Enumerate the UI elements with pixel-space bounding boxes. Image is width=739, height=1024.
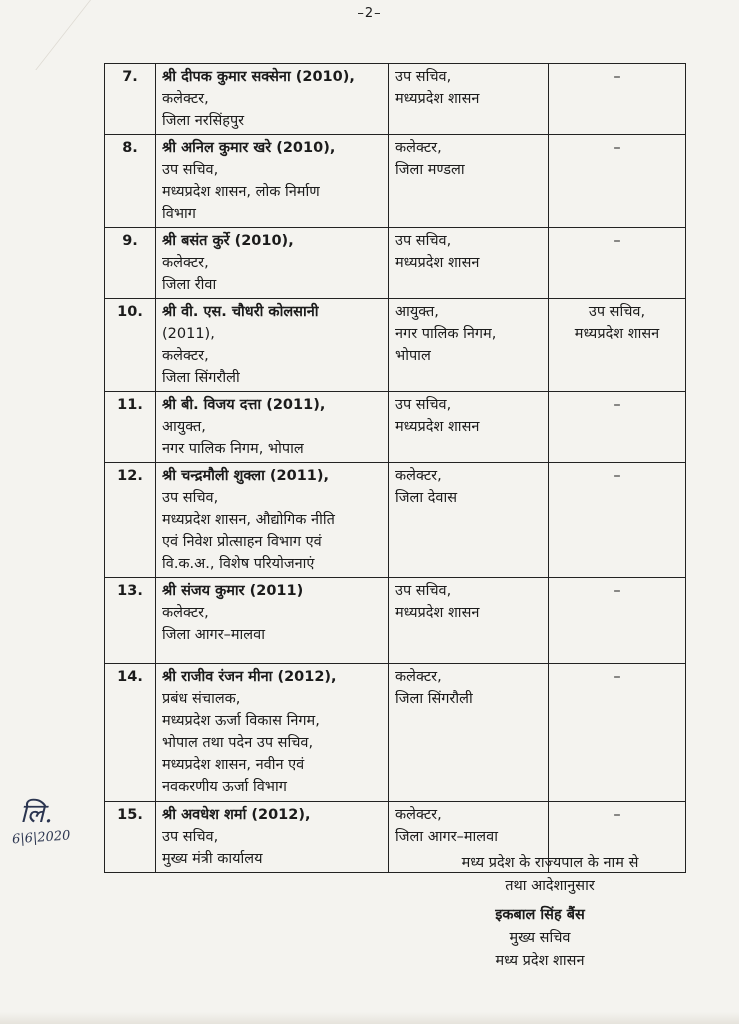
additional-charge [549, 228, 686, 299]
officer-current-post [156, 392, 389, 463]
posting-line: जिला आगर–मालवा [395, 829, 498, 845]
posting-line: जिला देवास [395, 490, 458, 506]
posting-line: कलेक्टर, [395, 669, 442, 685]
closing-line-2: तथा आदेशानुसार [505, 878, 595, 894]
officer-detail-line: मुख्य मंत्री कार्यालय [162, 851, 263, 867]
officer-current-post [156, 578, 389, 664]
officer-detail-line: कलेक्टर, [162, 605, 209, 621]
additional-charge [549, 64, 686, 135]
officer-current-post [156, 135, 389, 228]
officer-detail-line: उप सचिव, [162, 490, 219, 506]
officer-name: श्री वी. एस. चौधरी कोलसानी [162, 304, 319, 320]
officer-detail-line: वि.क.अ., विशेष परियोजनाएं [162, 556, 315, 572]
posting-line: उप सचिव, [395, 583, 452, 599]
signatory-block [430, 904, 650, 973]
table-row [105, 64, 686, 135]
table-row [105, 299, 686, 392]
serial-number: 11. [105, 392, 156, 463]
officer-current-post [156, 64, 389, 135]
posting-line: मध्यप्रदेश शासन [395, 91, 480, 107]
posting-line: मध्यप्रदेश शासन [395, 255, 480, 271]
officer-detail-line: (2011), [162, 326, 215, 342]
officer-detail-line: मध्यप्रदेश ऊर्जा विकास निगम, [162, 713, 320, 729]
officer-current-post [156, 299, 389, 392]
serial-number: 15. [105, 802, 156, 873]
additional-charge [549, 299, 686, 392]
posting-line: आयुक्त, [395, 304, 439, 320]
posting-line: भोपाल [395, 348, 431, 364]
serial-number: 10. [105, 299, 156, 392]
additional-charge [549, 463, 686, 578]
officer-detail-line: जिला सिंगरौली [162, 370, 240, 386]
new-posting [389, 664, 549, 802]
posting-line: कलेक्टर, [395, 140, 442, 156]
officer-name: श्री चन्द्रमौली शुक्ला (2011), [162, 468, 330, 484]
officer-name: श्री बसंत कुर्रे (2010), [162, 233, 294, 249]
officer-current-post [156, 664, 389, 802]
handwritten-initial: लि. [20, 799, 53, 829]
posting-line: उप सचिव, [395, 397, 452, 413]
table-row [105, 578, 686, 664]
officer-detail-line: प्रबंध संचालक, [162, 691, 241, 707]
posting-line: उप सचिव, [395, 233, 452, 249]
officer-detail-line: मध्यप्रदेश शासन, नवीन एवं [162, 757, 305, 773]
officer-detail-line: नवकरणीय ऊर्जा विभाग [162, 779, 287, 795]
table-row [105, 135, 686, 228]
officer-detail-line: मध्यप्रदेश शासन, लोक निर्माण [162, 184, 320, 200]
transfer-order-table [104, 63, 686, 873]
officer-name: श्री अवधेश शर्मा (2012), [162, 807, 311, 823]
dash-mark: – [613, 233, 621, 249]
officer-detail-line: आयुक्त, [162, 419, 206, 435]
posting-line: मध्यप्रदेश शासन [395, 419, 480, 435]
posting-line: जिला मण्डला [395, 162, 465, 178]
serial-number: 8. [105, 135, 156, 228]
officer-detail-line: नगर पालिक निगम, भोपाल [162, 441, 304, 457]
dash-mark: – [613, 807, 621, 823]
officer-detail-line: उप सचिव, [162, 162, 219, 178]
dash-mark: – [613, 140, 621, 156]
serial-number: 9. [105, 228, 156, 299]
officer-name: श्री दीपक कुमार सक्सेना (2010), [162, 69, 355, 85]
officer-detail-line: जिला नरसिंहपुर [162, 113, 245, 129]
serial-number: 14. [105, 664, 156, 802]
officer-name: श्री राजीव रंजन मीना (2012), [162, 669, 337, 685]
officer-detail-line: मध्यप्रदेश शासन, औद्योगिक नीति [162, 512, 335, 528]
officer-name: श्री बी. विजय दत्ता (2011), [162, 397, 326, 413]
table-row [105, 228, 686, 299]
additional-charge [549, 135, 686, 228]
new-posting [389, 135, 549, 228]
officer-detail-line: एवं निवेश प्रोत्साहन विभाग एवं [162, 534, 322, 550]
officer-detail-line: उप सचिव, [162, 829, 219, 845]
posting-line: नगर पालिक निगम, [395, 326, 497, 342]
dash-mark: – [613, 69, 621, 85]
officer-current-post [156, 802, 389, 873]
new-posting [389, 64, 549, 135]
posting-line: जिला सिंगरौली [395, 691, 473, 707]
officer-detail-line: कलेक्टर, [162, 255, 209, 271]
posting-line: कलेक्टर, [395, 807, 442, 823]
officer-detail-line: कलेक्टर, [162, 348, 209, 364]
new-posting [389, 578, 549, 664]
officer-detail-line: जिला आगर–मालवा [162, 627, 265, 643]
signatory-name: इकबाल सिंह बैंस [495, 907, 585, 923]
dash-mark: – [613, 468, 621, 484]
officer-detail-line: विभाग [162, 206, 196, 222]
officer-name: श्री अनिल कुमार खरे (2010), [162, 140, 336, 156]
officer-name: श्री संजय कुमार (2011) [162, 583, 304, 599]
dash-mark: – [613, 397, 621, 413]
posting-line: उप सचिव, [395, 69, 452, 85]
posting-line: मध्यप्रदेश शासन [395, 605, 480, 621]
table-row [105, 664, 686, 802]
signatory-office: मध्य प्रदेश शासन [495, 953, 585, 969]
page-number: –2– [357, 6, 382, 21]
new-posting [389, 392, 549, 463]
posting-line: कलेक्टर, [395, 468, 442, 484]
dash-mark: – [613, 669, 621, 685]
additional-charge-line: उप सचिव, [588, 304, 646, 320]
handwritten-date: 6|6|2020 [11, 828, 71, 848]
additional-charge [549, 664, 686, 802]
table-row [105, 392, 686, 463]
officer-detail-line: जिला रीवा [162, 277, 217, 293]
signatory-designation: मुख्य सचिव [509, 930, 571, 946]
handwritten-initial-note [11, 799, 82, 848]
officer-current-post [156, 228, 389, 299]
serial-number: 12. [105, 463, 156, 578]
serial-number: 7. [105, 64, 156, 135]
officer-detail-line: कलेक्टर, [162, 91, 209, 107]
additional-charge [549, 578, 686, 664]
officer-detail-line: भोपाल तथा पदेन उप सचिव, [162, 735, 314, 751]
new-posting [389, 228, 549, 299]
additional-charge-line: मध्यप्रदेश शासन [574, 326, 660, 342]
closing-authority [380, 852, 720, 898]
table-row [105, 463, 686, 578]
dash-mark: – [613, 583, 621, 599]
scan-bottom-edge [0, 1012, 739, 1024]
closing-line-1: मध्य प्रदेश के राज्यपाल के नाम से [461, 855, 639, 871]
officer-current-post [156, 463, 389, 578]
new-posting [389, 463, 549, 578]
additional-charge [549, 392, 686, 463]
serial-number: 13. [105, 578, 156, 664]
new-posting [389, 299, 549, 392]
